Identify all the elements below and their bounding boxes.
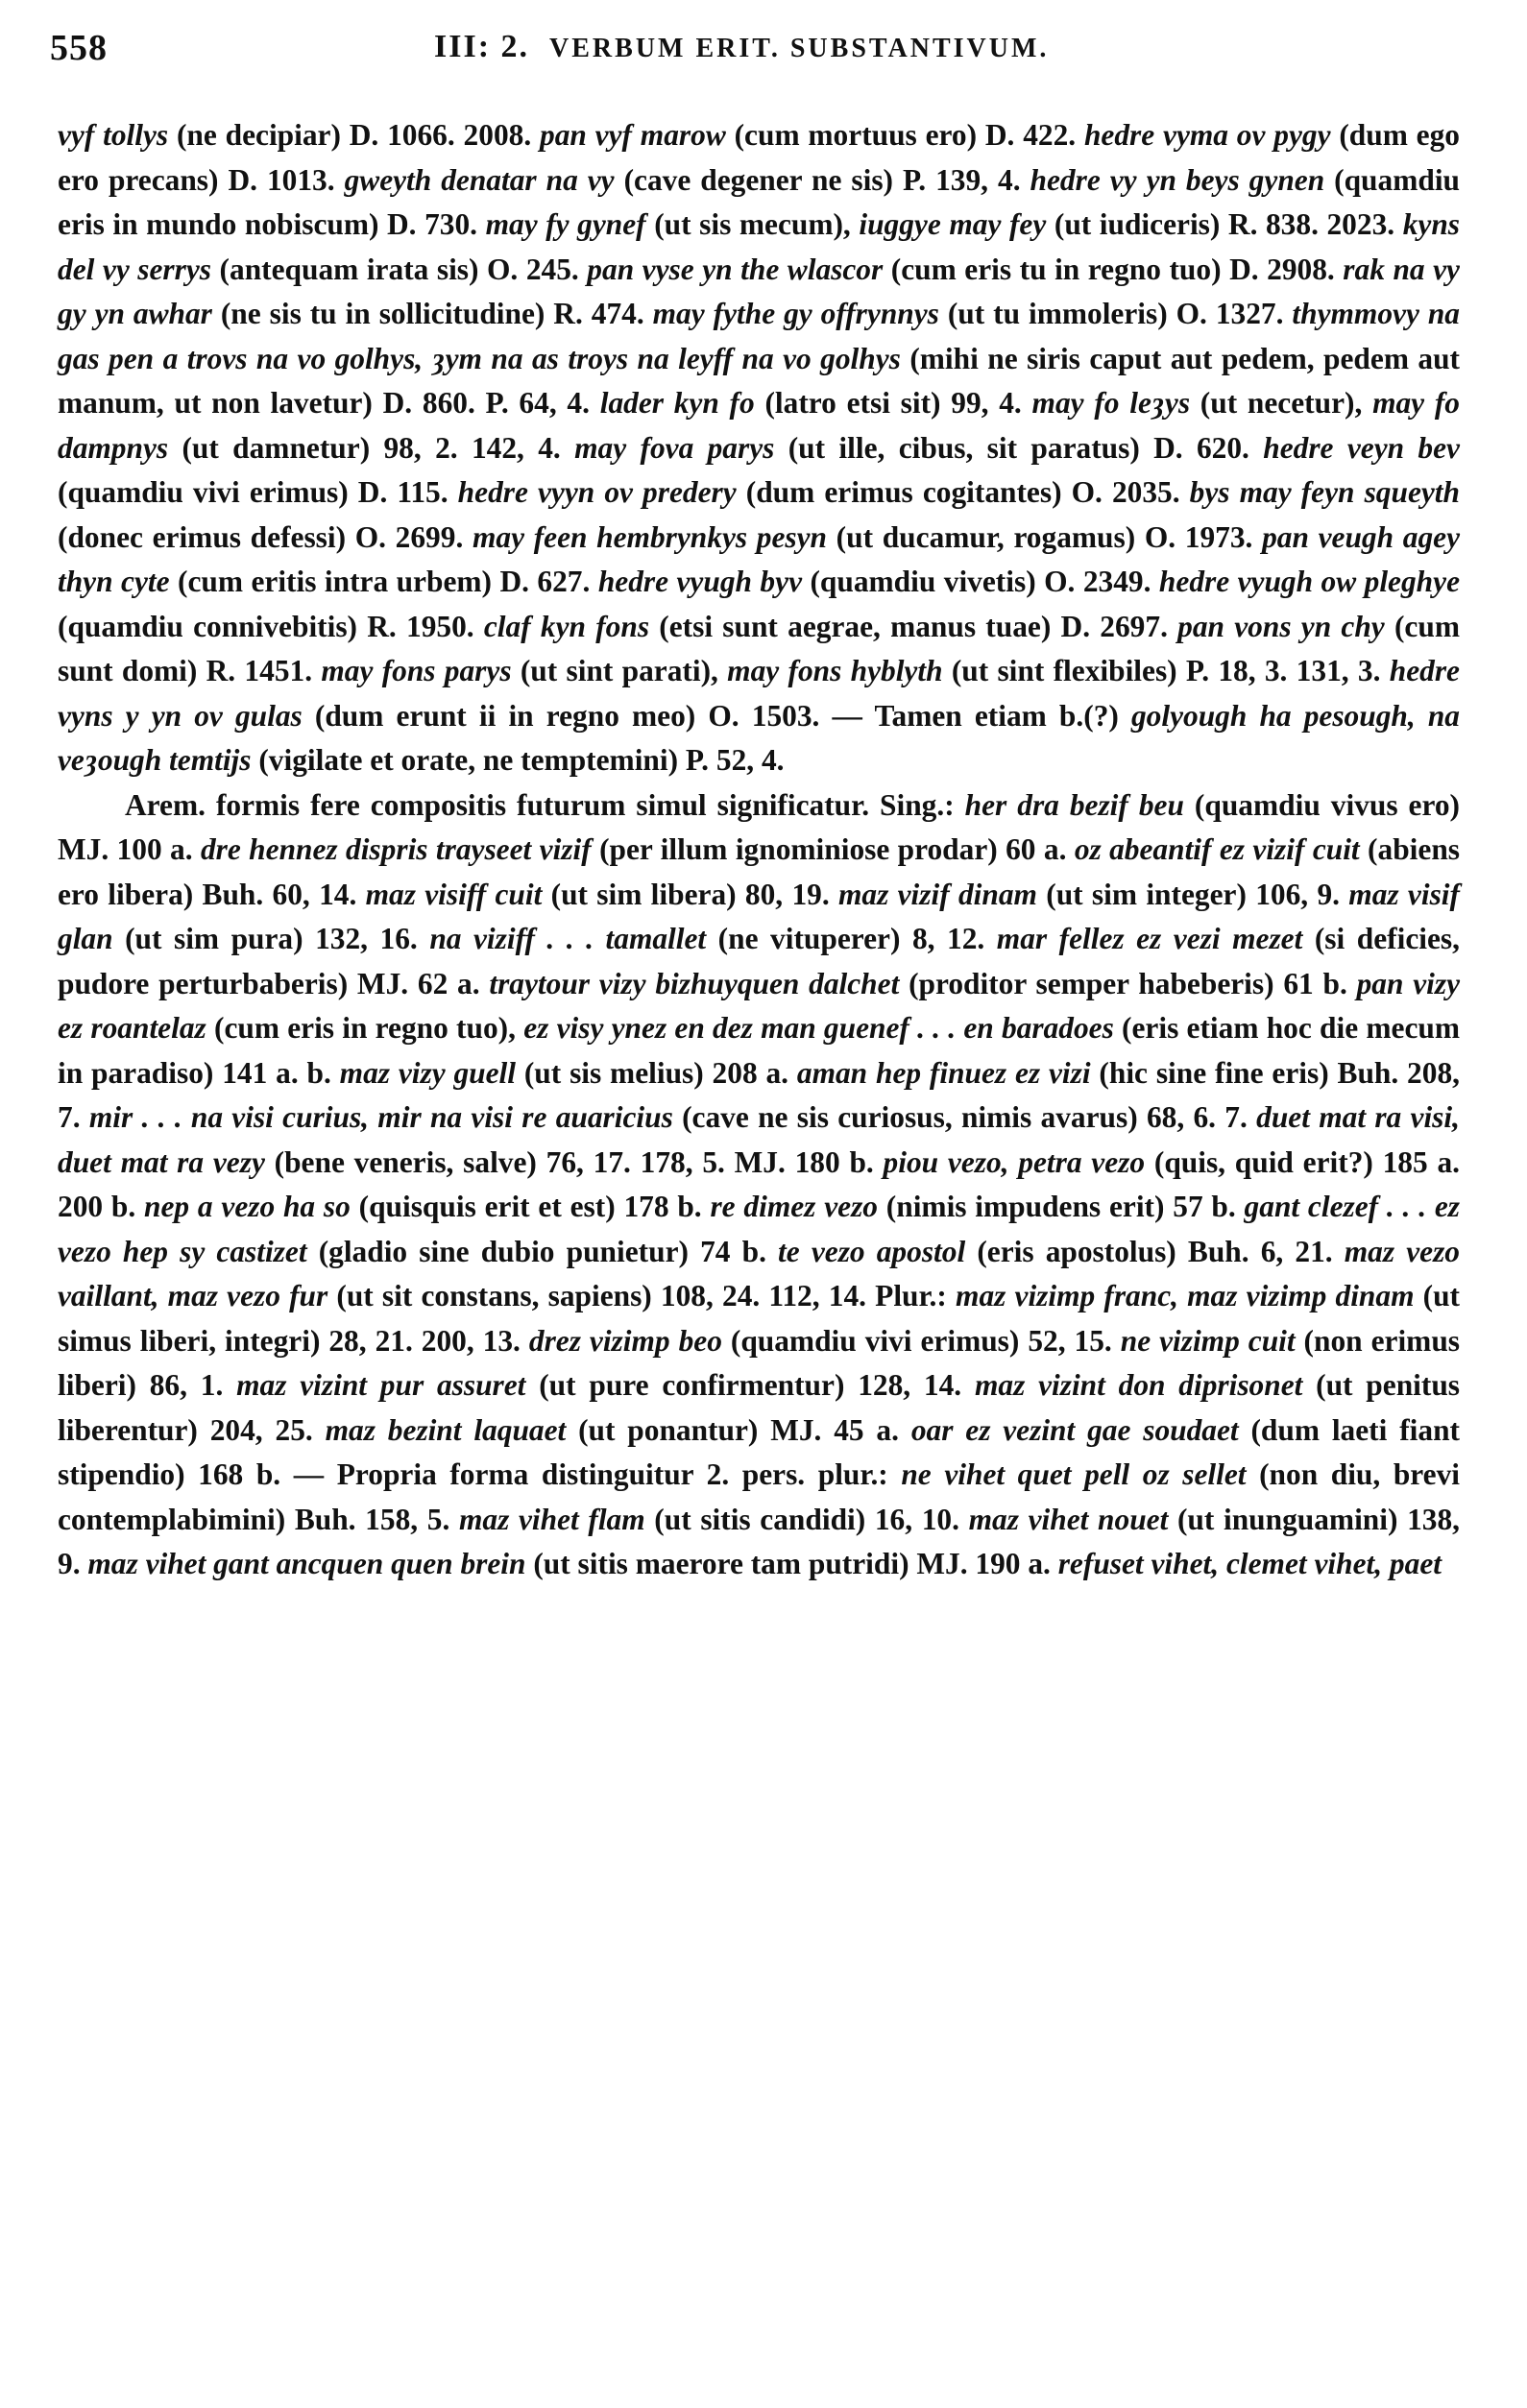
example-phrase: na viziff . . . tamallet bbox=[429, 922, 707, 955]
example-phrase: kyns del vy serrys bbox=[58, 207, 1460, 286]
example-phrase: dre hennez dispris trayseet vizif bbox=[200, 832, 592, 866]
example-phrase: may fythe gy offrynnys bbox=[652, 297, 939, 330]
gloss-text: (quamdiu vivi erimus) D. 115. bbox=[58, 475, 458, 509]
example-phrase: drez vizimp beo bbox=[528, 1323, 722, 1358]
paragraph bbox=[58, 783, 1460, 1587]
example-phrase: claf kyn fons bbox=[483, 609, 650, 643]
gloss-text: (per illum ignominiose prodar) 60 a. bbox=[591, 832, 1075, 866]
example-phrase: maz vihet gant ancquen quen brein bbox=[87, 1547, 526, 1580]
gloss-text: (ut sint parati), bbox=[511, 654, 728, 687]
gloss-text: (quis, quid erit?) 185 a. 200 b. bbox=[58, 1144, 1461, 1223]
gloss-text: (bene veneris, salve) 76, 17. 178, 5. MJ. 180 b. bbox=[264, 1144, 884, 1179]
example-phrase: piou vezo, petra vezo bbox=[883, 1144, 1146, 1179]
gloss-text: (quisquis erit et est) 178 b. bbox=[350, 1190, 711, 1223]
example-phrase: maz visif glan bbox=[58, 877, 1460, 955]
example-phrase: refuset vihet, clemet vihet, paet bbox=[1057, 1547, 1442, 1580]
example-phrase: maz vizif dinam bbox=[837, 877, 1037, 911]
example-phrase: pan vyf marow bbox=[540, 118, 726, 152]
example-phrase: may fy gynef bbox=[485, 207, 646, 241]
example-phrase: pan veugh agey thyn cyte bbox=[58, 519, 1461, 598]
example-phrase: lader kyn fo bbox=[599, 386, 755, 420]
gloss-text: (dum erimus cogitantes) O. 2035. bbox=[736, 475, 1190, 509]
gloss-text: (abiens ero libera) Buh. 60, 14. bbox=[58, 832, 1460, 911]
running-title: VERBUM ERIT. SUBSTANTIVUM. bbox=[549, 34, 1050, 63]
example-phrase: maz vizint don diprisonet bbox=[974, 1368, 1303, 1402]
example-phrase: rak na vy gy yn awhar bbox=[58, 252, 1460, 330]
gloss-text: (si deficies, pudore perturbaberis) MJ. 62 a. bbox=[58, 922, 1460, 1000]
gloss-text: (quamdiu eris in mundo nobiscum) D. 730. bbox=[58, 162, 1460, 241]
example-phrase: duet mat ra visi, duet mat ra vezy bbox=[58, 1100, 1460, 1179]
example-phrase: gant clezef . . . ez vezo hep sy castizet bbox=[58, 1190, 1460, 1268]
gloss-text: (cum eris in regno tuo), bbox=[206, 1011, 524, 1045]
example-phrase: may fo leȝys bbox=[1031, 386, 1191, 420]
example-phrase: maz vihet flam bbox=[458, 1502, 645, 1536]
example-phrase: maz vizint pur assuret bbox=[236, 1368, 526, 1402]
gloss-text: (cave ne sis curiosus, nimis avarus) 68, 6. 7. bbox=[672, 1100, 1257, 1134]
example-phrase: pan vons yn chy bbox=[1177, 609, 1385, 643]
gloss-text: (ut sitis maerore tam putridi) MJ. 190 a. bbox=[525, 1547, 1058, 1580]
gloss-text: (ne vituperer) 8, 12. bbox=[706, 922, 997, 955]
example-phrase: hedre veyn bev bbox=[1263, 430, 1460, 465]
running-head bbox=[434, 29, 1049, 65]
gloss-text: (cum mortuus ero) D. 422. bbox=[725, 118, 1084, 152]
example-phrase: hedre vyma ov pygy bbox=[1083, 118, 1331, 152]
example-phrase: bys may feyn squeyth bbox=[1189, 475, 1460, 509]
gloss-text: (dum erunt ii in regno meo) O. 1503. — Tamen etiam b.(?) bbox=[302, 698, 1131, 733]
page-number: 558 bbox=[50, 28, 108, 68]
example-phrase: ne vihet quet pell oz sellet bbox=[901, 1457, 1247, 1491]
gloss-text: (quamdiu vivetis) O. 2349. bbox=[802, 565, 1159, 598]
example-phrase: hedre vyugh byv bbox=[597, 565, 802, 598]
gloss-text: (ut sim libera) 80, 19. bbox=[542, 877, 838, 911]
gloss-text: (dum laeti fiant stipendio) 168 b. — Propria forma distinguitur 2. pers. plur.: bbox=[58, 1412, 1460, 1491]
page-header bbox=[50, 27, 1491, 77]
example-phrase: mar fellez ez vezi mezet bbox=[996, 922, 1303, 955]
gloss-text: (ut damnetur) 98, 2. 142, 4. bbox=[168, 430, 575, 465]
example-phrase: may fons hyblyth bbox=[727, 654, 943, 687]
example-phrase: ne vizimp cuit bbox=[1120, 1323, 1296, 1358]
gloss-text: (ut iudiceris) R. 838. 2023. bbox=[1046, 207, 1403, 241]
example-phrase: maz vizimp franc, maz vizimp dinam bbox=[956, 1279, 1415, 1312]
example-phrase: mir . . . na visi curius, mir na visi re auaricius bbox=[88, 1100, 673, 1134]
section-number: III: 2. bbox=[434, 29, 530, 64]
example-phrase: may feen hembrynkys pesyn bbox=[472, 519, 828, 554]
example-phrase: maz vihet nouet bbox=[968, 1502, 1169, 1536]
example-phrase: nep a vezo ha so bbox=[144, 1190, 351, 1223]
example-phrase: thymmovy na gas pen a trovs na vo golhys, ȝym na as troys na leyff na vo golhys bbox=[58, 297, 1461, 375]
gloss-text: (ut tu immoleris) O. 1327. bbox=[938, 297, 1293, 330]
gloss-text: (cave degener ne sis) P. 139, 4. bbox=[614, 162, 1030, 197]
gloss-text: (cum sunt domi) R. 1451. bbox=[58, 609, 1460, 687]
gloss-text: (quamdiu vivi erimus) 52, 15. bbox=[721, 1323, 1121, 1358]
gloss-text: (ut sim pura) 132, 16. bbox=[112, 922, 430, 955]
paragraph bbox=[58, 113, 1460, 783]
gloss-text: (eris apostolus) Buh. 6, 21. bbox=[965, 1234, 1345, 1268]
gloss-text: (quamdiu vivus ero) MJ. 100 a. bbox=[58, 787, 1460, 866]
example-phrase: hedre vyns y yn ov gulas bbox=[58, 654, 1460, 733]
gloss-text: (ne decipiar) D. 1066. 2008. bbox=[168, 118, 540, 152]
gloss-text: (eris etiam hoc die mecum in paradiso) 141 a. b. bbox=[58, 1011, 1461, 1090]
gloss-text: (vigilate et orate, ne temptemini) P. 52, 4. bbox=[251, 743, 785, 777]
gloss-text: (ut sitis candidi) 16, 10. bbox=[644, 1502, 969, 1536]
gloss-text: (ut sis mecum), bbox=[645, 207, 860, 241]
gloss-text: (ut sis melius) 208 a. bbox=[516, 1055, 797, 1090]
gloss-text: (antequam irata sis) O. 245. bbox=[211, 252, 588, 286]
example-phrase: iuggye may fey bbox=[859, 207, 1047, 241]
example-phrase: hedre vy yn beys gynen bbox=[1030, 162, 1325, 197]
gloss-text: (ut necetur), bbox=[1190, 386, 1373, 420]
example-phrase: aman hep finuez ez vizi bbox=[796, 1055, 1091, 1090]
example-phrase: te vezo apostol bbox=[778, 1234, 966, 1268]
example-phrase: may fova parys bbox=[574, 430, 775, 465]
example-phrase: maz bezint laquaet bbox=[325, 1412, 567, 1447]
gloss-text: (nimis impudens erit) 57 b. bbox=[877, 1190, 1245, 1223]
example-phrase: pan vizy ez roantelaz bbox=[58, 966, 1460, 1045]
example-phrase: re dimez vezo bbox=[710, 1190, 878, 1223]
example-phrase: hedre vyyn ov predery bbox=[457, 475, 737, 509]
gloss-text: (quamdiu connivebitis) R. 1950. bbox=[58, 609, 484, 643]
example-phrase: maz visiff cuit bbox=[365, 877, 543, 911]
gloss-text: (non diu, brevi contemplabimini) Buh. 158, 5. bbox=[58, 1457, 1460, 1536]
example-phrase: traytour vizy bizhuyquen dalchet bbox=[489, 966, 900, 1000]
gloss-text: (proditor semper habeberis) 61 b. bbox=[899, 966, 1357, 1000]
example-phrase: oz abeantif ez vizif cuit bbox=[1074, 832, 1360, 866]
example-phrase: her dra bezif beu bbox=[964, 787, 1184, 822]
gloss-text: (ut ille, cibus, sit paratus) D. 620. bbox=[774, 430, 1264, 465]
gloss-text: (dum ego ero precans) D. 1013. bbox=[58, 118, 1460, 197]
gloss-text: (ut sint flexibiles) P. 18, 3. 131, 3. bbox=[942, 654, 1390, 687]
gloss-text: (etsi sunt aegrae, manus tuae) D. 2697. bbox=[649, 609, 1178, 643]
gloss-text: (ut sim integer) 106, 9. bbox=[1036, 877, 1349, 911]
gloss-text: (hic sine fine eris) Buh. 208, 7. bbox=[58, 1055, 1460, 1134]
gloss-text: (ut simus liberi, integri) 28, 21. 200, 13. bbox=[58, 1279, 1461, 1358]
example-phrase: hedre vyugh ow pleghye bbox=[1158, 565, 1461, 598]
gloss-text: (ut ponantur) MJ. 45 a. bbox=[566, 1412, 911, 1447]
example-phrase: golyough ha pesough, na veȝough temtijs bbox=[58, 698, 1460, 777]
gloss-text: (ut inunguamini) 138, 9. bbox=[58, 1502, 1461, 1580]
gloss-text: (ut penitus liberentur) 204, 25. bbox=[58, 1368, 1461, 1447]
example-phrase: ez visy ynez en dez man guenef . . . en baradoes bbox=[523, 1011, 1114, 1045]
gloss-text: (cum eritis intra urbem) D. 627. bbox=[169, 565, 598, 598]
gloss-text: (non erimus liberi) 86, 1. bbox=[58, 1323, 1460, 1402]
example-phrase: may fo dampnys bbox=[58, 386, 1461, 465]
example-phrase: maz vizy guell bbox=[339, 1055, 517, 1090]
gloss-text: (latro etsi sit) 99, 4. bbox=[754, 386, 1032, 420]
gloss-text: (mihi ne siris caput aut pedem, pedem aut manum, ut non lavetur) D. 860. P. 64, 4. bbox=[58, 341, 1461, 420]
example-phrase: gweyth denatar na vy bbox=[344, 162, 615, 197]
page-body bbox=[58, 113, 1460, 1587]
gloss-text: (donec erimus defessi) O. 2699. bbox=[58, 519, 473, 554]
gloss-text: (ne sis tu in sollicitudine) R. 474. bbox=[211, 297, 653, 330]
gloss-text: (ut sit constans, sapiens) 108, 24. 112, 14. Plur.: bbox=[327, 1279, 957, 1312]
gloss-text: (cum eris tu in regno tuo) D. 2908. bbox=[883, 252, 1344, 286]
gloss-text: Arem. formis fere compositis futurum simul significatur. Sing.: bbox=[125, 787, 965, 822]
example-phrase: oar ez vezint gae soudaet bbox=[910, 1412, 1239, 1447]
example-phrase: vyf tollys bbox=[58, 118, 169, 152]
gloss-text: (ut pure confirmentur) 128, 14. bbox=[525, 1368, 975, 1402]
example-phrase: maz vezo vaillant, maz vezo fur bbox=[58, 1234, 1460, 1312]
example-phrase: may fons parys bbox=[321, 654, 512, 687]
example-phrase: pan vyse yn the wlascor bbox=[587, 252, 884, 286]
gloss-text: (gladio sine dubio punietur) 74 b. bbox=[306, 1234, 779, 1268]
gloss-text: (ut ducamur, rogamus) O. 1973. bbox=[827, 519, 1263, 554]
